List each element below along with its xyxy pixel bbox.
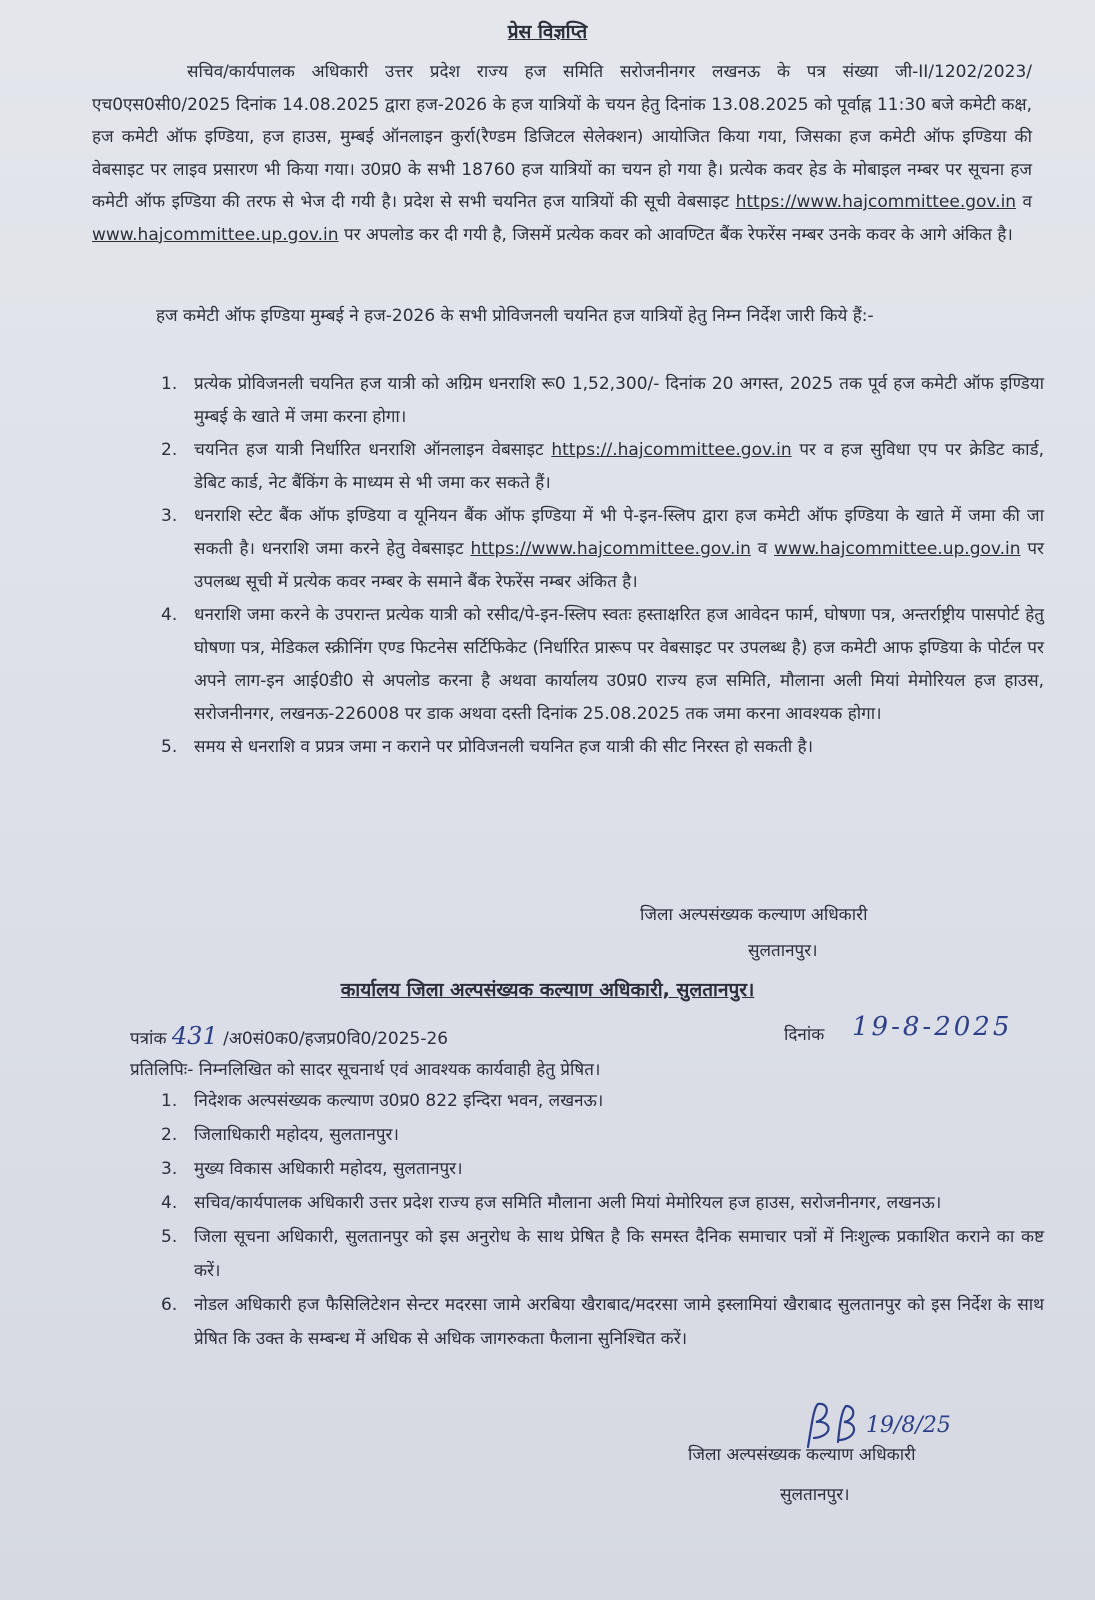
instructions-list: [161, 368, 1044, 764]
copy-text: नोडल अधिकारी हज फैसिलिटेशन सेन्टर मदरसा जामे अरबिया खैराबाद/मदरसा जामे इस्लामियां खैराबाद सुलतानपुर को इस निर्देश के साथ प्रेषित कि उक्त के सम्बन्ध में अधिक से अधिक जागरुकता फैलाना सुनिश्चित करें।: [194, 1295, 1044, 1349]
instruction-text: धनराशि जमा करने के उपरान्त प्रत्येक यात्री को रसीद/पे-इन-स्लिप स्वतः हस्ताक्षरित हज आवेदन फार्म, घोषणा पत्र, अन्तर्राष्ट्रीय पासपोर्ट हेतु घोषणा पत्र, मेडिकल स्क्रीनिंग एण्ड फिटनेस सर्टिफिकेट (निर्धारित प्रारूप पर वेबसाइट पर उपलब्ध है) हज कमेटी आफ इण्डिया के पोर्टल पर अपने लाग-इन आई0डी0 से अपलोड करना है अथवा कार्यालय उ0प्र0 राज्य हज समिति, मौलाना अली मियां मेमोरियल हज हाउस, सरोजनीनगर, लखनऊ-226008 पर डाक अथवा दस्ती दिनांक 25.08.2025 तक जमा करना आवश्यक होगा।: [194, 605, 1044, 724]
copy-number: 3.: [161, 1159, 178, 1179]
up-haj-committee-link[interactable]: www.hajcommittee.up.gov.in: [774, 539, 1021, 559]
copy-item: [161, 1152, 1044, 1186]
instruction-item: [161, 599, 1044, 731]
copy-text: सचिव/कार्यपालक अधिकारी उत्तर प्रदेश राज्य हज समिति मौलाना अली मियां मेमोरियल हज हाउस, सरोजनीनगर, लखनऊ।: [194, 1193, 942, 1213]
signature-designation: जिला अल्पसंख्यक कल्याण अधिकारी: [688, 1445, 916, 1465]
directive-intro-text: हज कमेटी ऑफ इण्डिया मुम्बई ने हज-2026 के सभी प्रोविजनली चयनित हज यात्रियों हेतु निम्न निर्देश जारी किये हैं:-: [156, 306, 874, 326]
copy-text: जिला सूचना अधिकारी, सुलतानपुर को इस अनुरोध के साथ प्रेषित है कि समस्त दैनिक समाचार पत्रों में निःशुल्क प्रकाशित कराने का कष्ट करें।: [194, 1227, 1044, 1281]
copy-item: [161, 1288, 1044, 1356]
instruction-text: पर उपलब्ध सूची में प्रत्येक कवर नम्बर के समाने बैंक रेफरेंस नम्बर अंकित है।: [194, 539, 1044, 592]
copy-item: [161, 1118, 1044, 1152]
intro-text-part1: सचिव/कार्यपालक अधिकारी उत्तर प्रदेश राज्य हज समिति सरोजनीनगर लखनऊ के पत्र संख्या जी-II/1202/2023/एच0एस0सी0/2025 दिनांक 14.08.2025 द्वारा हज-2026 के हज यात्रियों के चयन हेतु दिनांक 13.08.2025 को पूर्वाह्न 11:30 बजे कमेटी कक्ष, हज कमेटी ऑफ इण्डिया, हज हाउस, मुम्बई ऑनलाइन कुर्रा(रैण्डम डिजिटल सेलेक्शन) आयोजित किया गया, जिसका हज कमेटी ऑफ इण्डिया की वेबसाइट पर लाइव प्रसारण भी किया गया। उ0प्र0 के सभी 18760 हज यात्रियों का चयन हो गया है। प्रत्येक कवर हेड के मोबाइल नम्बर पर सूचना हज कमेटी ऑफ इण्डिया की तरफ से भेज दी गयी है। प्रदेश से सभी चयनित हज यात्रियों की सूची वेबसाइट: [92, 62, 1032, 212]
copy-item: [161, 1084, 1044, 1118]
instruction-number: 1.: [161, 374, 178, 394]
copy-number: 6.: [161, 1295, 178, 1315]
copy-text: मुख्य विकास अधिकारी महोदय, सुलतानपुर।: [194, 1159, 463, 1179]
copy-text: निदेशक अल्पसंख्यक कल्याण उ0प्र0 822 इन्दिरा भवन, लखनऊ।: [194, 1091, 604, 1111]
up-haj-committee-link[interactable]: www.hajcommittee.up.gov.in: [92, 224, 339, 245]
instruction-item: [161, 500, 1044, 599]
reference-code: /अ0सं0क0/हजप्र0वि0/2025-26: [223, 1029, 449, 1049]
copy-text: जिलाधिकारी महोदय, सुलतानपुर।: [194, 1125, 399, 1145]
instruction-number: 2.: [161, 440, 178, 460]
haj-committee-link[interactable]: https://www.hajcommittee.gov.in: [735, 192, 1017, 212]
payment-website-link[interactable]: https://.hajcommittee.gov.in: [551, 440, 792, 460]
instruction-text: प्रत्येक प्रोविजनली चयनित हज यात्री को अग्रिम धनराशि रू0 1,52,300/- दिनांक 20 अगस्त, 2025 तक पूर्व हज कमेटी ऑफ इण्डिया मुम्बई के खाते में जमा करना होगा।: [194, 374, 1044, 427]
instruction-connector: व: [757, 539, 768, 559]
copy-number: 2.: [161, 1125, 178, 1145]
instruction-number: 5.: [161, 737, 178, 757]
directive-intro: [118, 300, 1032, 333]
intro-paragraph: [92, 56, 1032, 251]
copies-list: [161, 1084, 1044, 1356]
instruction-number: 3.: [161, 506, 178, 526]
handwritten-date: 19-8-2025: [852, 1012, 1013, 1042]
signature-place: सुलतानपुर।: [780, 1485, 850, 1505]
signature-date: 19/8/25: [866, 1413, 951, 1438]
reference-line: [130, 1022, 448, 1050]
copy-number: 5.: [161, 1227, 178, 1247]
copy-to-line: प्रतिलिपिः- निम्नलिखित को सादर सूचनार्थ एवं आवश्यक कार्यवाही हेतु प्रेषित।: [130, 1060, 601, 1080]
signature-place: सुलतानपुर।: [748, 941, 818, 961]
copy-number: 4.: [161, 1193, 178, 1213]
copy-item: [161, 1220, 1044, 1288]
intro-connector: व: [1022, 192, 1032, 212]
copy-number: 1.: [161, 1091, 178, 1111]
instruction-text: चयनित हज यात्री निर्धारित धनराशि ऑनलाइन वेबसाइट: [194, 440, 544, 460]
copy-item: [161, 1186, 1044, 1220]
instruction-text: पर व हज सुविधा एप पर क्रेडिट कार्ड, डेबिट कार्ड, नेट बैंकिंग के माध्यम से भी जमा कर सकते हैं।: [194, 440, 1044, 493]
instruction-text: समय से धनराशि व प्रप्रत्र जमा न कराने पर प्रोविजनली चयनित हज यात्री की सीट निरस्त हो सकती है।: [194, 737, 814, 757]
instruction-item: [161, 368, 1044, 434]
document-title: प्रेस विज्ञप्ति: [507, 21, 588, 43]
signature-designation: जिला अल्पसंख्यक कल्याण अधिकारी: [640, 905, 868, 925]
handwritten-reference-number: 431: [171, 1022, 218, 1050]
instruction-item: [161, 434, 1044, 500]
date-label: दिनांक: [784, 1025, 825, 1045]
office-heading: कार्यालय जिला अल्पसंख्यक कल्याण अधिकारी, सुलतानपुर।: [340, 979, 755, 1001]
haj-committee-link[interactable]: https://www.hajcommittee.gov.in: [470, 539, 751, 559]
intro-text-part2: पर अपलोड कर दी गयी है, जिसमें प्रत्येक कवर को आवण्टित बैंक रेफरेंस नम्बर उनके कवर के आगे अंकित है।: [343, 224, 1013, 245]
instruction-text: धनराशि स्टेट बैंक ऑफ इण्डिया व यूनियन बैंक ऑफ इण्डिया में भी पे-इन-स्लिप द्वारा हज कमेटी ऑफ इण्डिया के खाते में जमा की जा सकती है। धनराशि जमा करने हेतु वेबसाइट: [194, 506, 1044, 559]
reference-label: पत्रांक: [130, 1029, 167, 1049]
instruction-number: 4.: [161, 605, 178, 625]
instruction-item: [161, 731, 1044, 764]
